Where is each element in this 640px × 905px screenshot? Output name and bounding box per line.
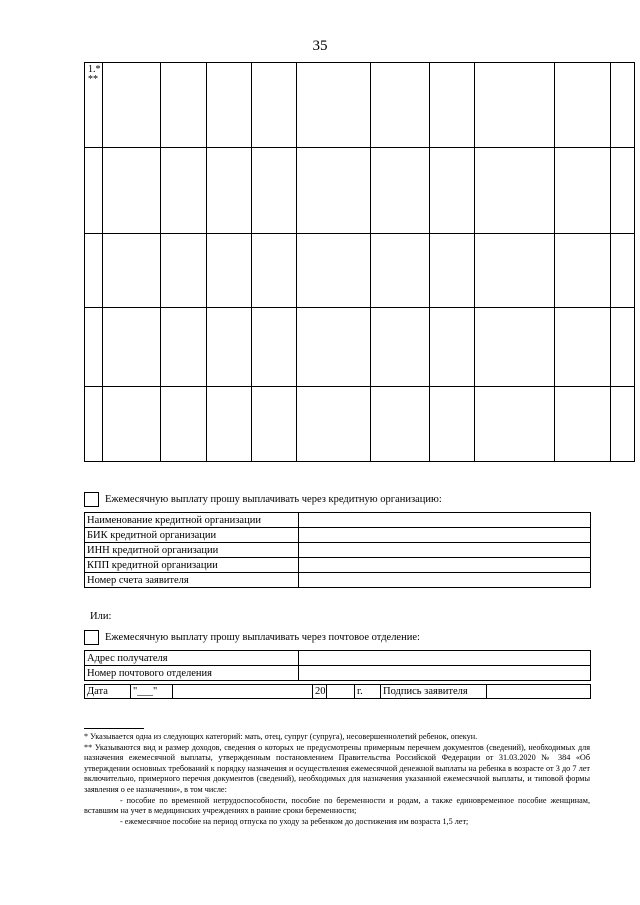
grid-cell: [611, 63, 635, 148]
grid-cell: [103, 387, 161, 462]
grid-cell: [252, 308, 297, 387]
page-number: 35: [312, 38, 328, 54]
grid-cell: [252, 234, 297, 308]
grid-cell: [430, 387, 475, 462]
grid-cell: [161, 387, 207, 462]
grid-cell: [611, 387, 635, 462]
grid-cell: [475, 234, 555, 308]
data-grid-table: [84, 62, 635, 462]
year-prefix: 20: [313, 685, 327, 699]
grid-cell: [371, 234, 430, 308]
date-month-field[interactable]: [173, 685, 313, 699]
credit-checkbox-label: Ежемесячную выплату прошу выплачивать через кредитную организацию:: [105, 494, 442, 505]
grid-cell: [252, 63, 297, 148]
grid-cell: [85, 387, 103, 462]
grid-cell: [475, 148, 555, 234]
grid-cell: [430, 148, 475, 234]
year-field[interactable]: [327, 685, 355, 699]
year-suffix: г.: [355, 685, 381, 699]
grid-cell: [161, 234, 207, 308]
grid-cell: [371, 148, 430, 234]
grid-cell: [103, 148, 161, 234]
grid-cell: [475, 63, 555, 148]
post-checkbox-label: Ежемесячную выплату прошу выплачивать через почтовое отделение:: [105, 632, 420, 643]
grid-cell: [611, 308, 635, 387]
grid-cell: [555, 63, 611, 148]
signature-row: [84, 684, 591, 699]
date-label: Дата: [85, 685, 131, 699]
grid-cell: [475, 387, 555, 462]
footnote-divider: [84, 728, 144, 729]
credit-org-name-field[interactable]: [299, 513, 591, 528]
grid-cell: [85, 148, 103, 234]
grid-cell: [252, 148, 297, 234]
credit-option: [84, 492, 442, 507]
grid-first-cell: [85, 63, 103, 148]
grid-cell: [371, 308, 430, 387]
grid-cell: [297, 387, 371, 462]
credit-checkbox[interactable]: [84, 492, 99, 507]
grid-cell: [103, 234, 161, 308]
grid-cell: [103, 63, 161, 148]
post-row-label: Адрес получателя: [85, 651, 299, 666]
grid-cell: [85, 308, 103, 387]
grid-cell: [297, 63, 371, 148]
grid-cell: [611, 234, 635, 308]
grid-cell: [297, 308, 371, 387]
grid-cell: [555, 387, 611, 462]
credit-row-label: БИК кредитной организации: [85, 528, 299, 543]
post-option: [84, 630, 420, 645]
footnote-1: * Указывается одна из следующих категорий: мать, отец, супруг (супруга), несовершеннолетий ребенок, опекун.: [84, 732, 478, 741]
post-office-number-field[interactable]: [299, 666, 591, 681]
credit-row-label: ИНН кредитной организации: [85, 543, 299, 558]
grid-cell: [430, 63, 475, 148]
signature-label: Подпись заявителя: [381, 685, 487, 699]
grid-cell: [85, 234, 103, 308]
grid-cell: [430, 234, 475, 308]
post-checkbox[interactable]: [84, 630, 99, 645]
or-label: Или:: [90, 611, 112, 622]
grid-cell: [207, 63, 252, 148]
grid-cell: [611, 148, 635, 234]
grid-cell: [297, 148, 371, 234]
grid-cell: [297, 234, 371, 308]
footnote-item-1: - пособие по временной нетрудоспособности, пособие по беременности и родам, а также единовременное пособие женщинам, вставшим на учет в медицинских учреждениях в ранние сроки беременности;: [84, 795, 590, 816]
grid-cell: [207, 308, 252, 387]
post-details-table: [84, 650, 591, 681]
grid-cell: [252, 387, 297, 462]
grid-cell: [555, 148, 611, 234]
signature-field[interactable]: [487, 685, 591, 699]
credit-bik-field[interactable]: [299, 528, 591, 543]
recipient-address-field[interactable]: [299, 651, 591, 666]
date-day-field[interactable]: "___": [131, 685, 173, 699]
footnotes: [84, 732, 590, 827]
grid-cell: [371, 387, 430, 462]
credit-kpp-field[interactable]: [299, 558, 591, 573]
footnote-2: ** Указываются вид и размер доходов, сведения о которых не предусмотрены примерным перечнем документов (сведений), необходимых для назначения ежемесячной выплаты, утвержденным постановлением Правительства Российской Федерации от 31.03.2020 № 384 «Об утверждении основных требований к порядку назначения и осуществления ежемесячной денежной выплаты на ребенка в возрасте от 3 до 7 лет включительно, примерного перечня документов (сведений), необходимых для назначения указанной ежемесячной выплаты, и типовой формы заявления о ее назначении», в том числе:: [84, 742, 590, 794]
grid-first-cell-line-1: 1.*: [88, 64, 101, 75]
grid-cell: [161, 148, 207, 234]
credit-account-field[interactable]: [299, 573, 591, 588]
grid-cell: [555, 234, 611, 308]
grid-cell: [555, 308, 611, 387]
credit-inn-field[interactable]: [299, 543, 591, 558]
grid-first-cell-line-2: **: [88, 74, 98, 85]
credit-row-label: КПП кредитной организации: [85, 558, 299, 573]
credit-row-label: Наименование кредитной организации: [85, 513, 299, 528]
grid-cell: [475, 308, 555, 387]
grid-cell: [207, 387, 252, 462]
credit-details-table: [84, 512, 591, 588]
grid-cell: [103, 308, 161, 387]
grid-cell: [207, 148, 252, 234]
grid-cell: [207, 234, 252, 308]
grid-cell: [430, 308, 475, 387]
post-row-label: Номер почтового отделения: [85, 666, 299, 681]
grid-cell: [161, 308, 207, 387]
footnote-item-2: - ежемесячное пособие на период отпуска по уходу за ребенком до достижения им возраста 1,5 лет;: [120, 816, 469, 826]
credit-row-label: Номер счета заявителя: [85, 573, 299, 588]
grid-cell: [161, 63, 207, 148]
grid-cell: [371, 63, 430, 148]
